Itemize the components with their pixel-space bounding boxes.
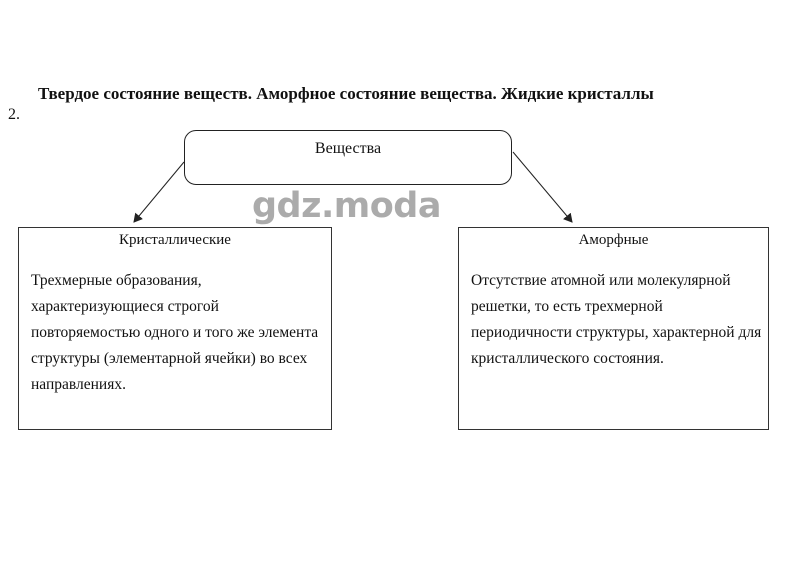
root-node-label: Вещества: [314, 140, 382, 157]
arrow-to-crystalline: [134, 162, 184, 222]
task-number: 2.: [8, 106, 20, 123]
root-node-box: [184, 130, 512, 185]
crystalline-node-box: [18, 227, 332, 430]
amorphous-description: Отсутствие атомной или молекулярной решетки, то есть трехмерной периодичности структуры, характерной для кристаллического состояния.: [471, 272, 762, 367]
watermark-logo: gdz.moda: [252, 186, 441, 226]
amorphous-heading: Аморфные: [578, 232, 649, 248]
page-title: Твердое состояние веществ. Аморфное состояние вещества. Жидкие кристаллы: [38, 84, 654, 103]
crystalline-description: Трехмерные образования, характеризующиеся строгой повторяемостью одного и того же элемента структуры (элементарной ячейки) во всех направлениях.: [31, 272, 319, 393]
amorphous-node-box: [458, 227, 769, 430]
arrow-to-amorphous: [513, 152, 572, 222]
crystalline-heading: Кристаллические: [119, 232, 231, 248]
